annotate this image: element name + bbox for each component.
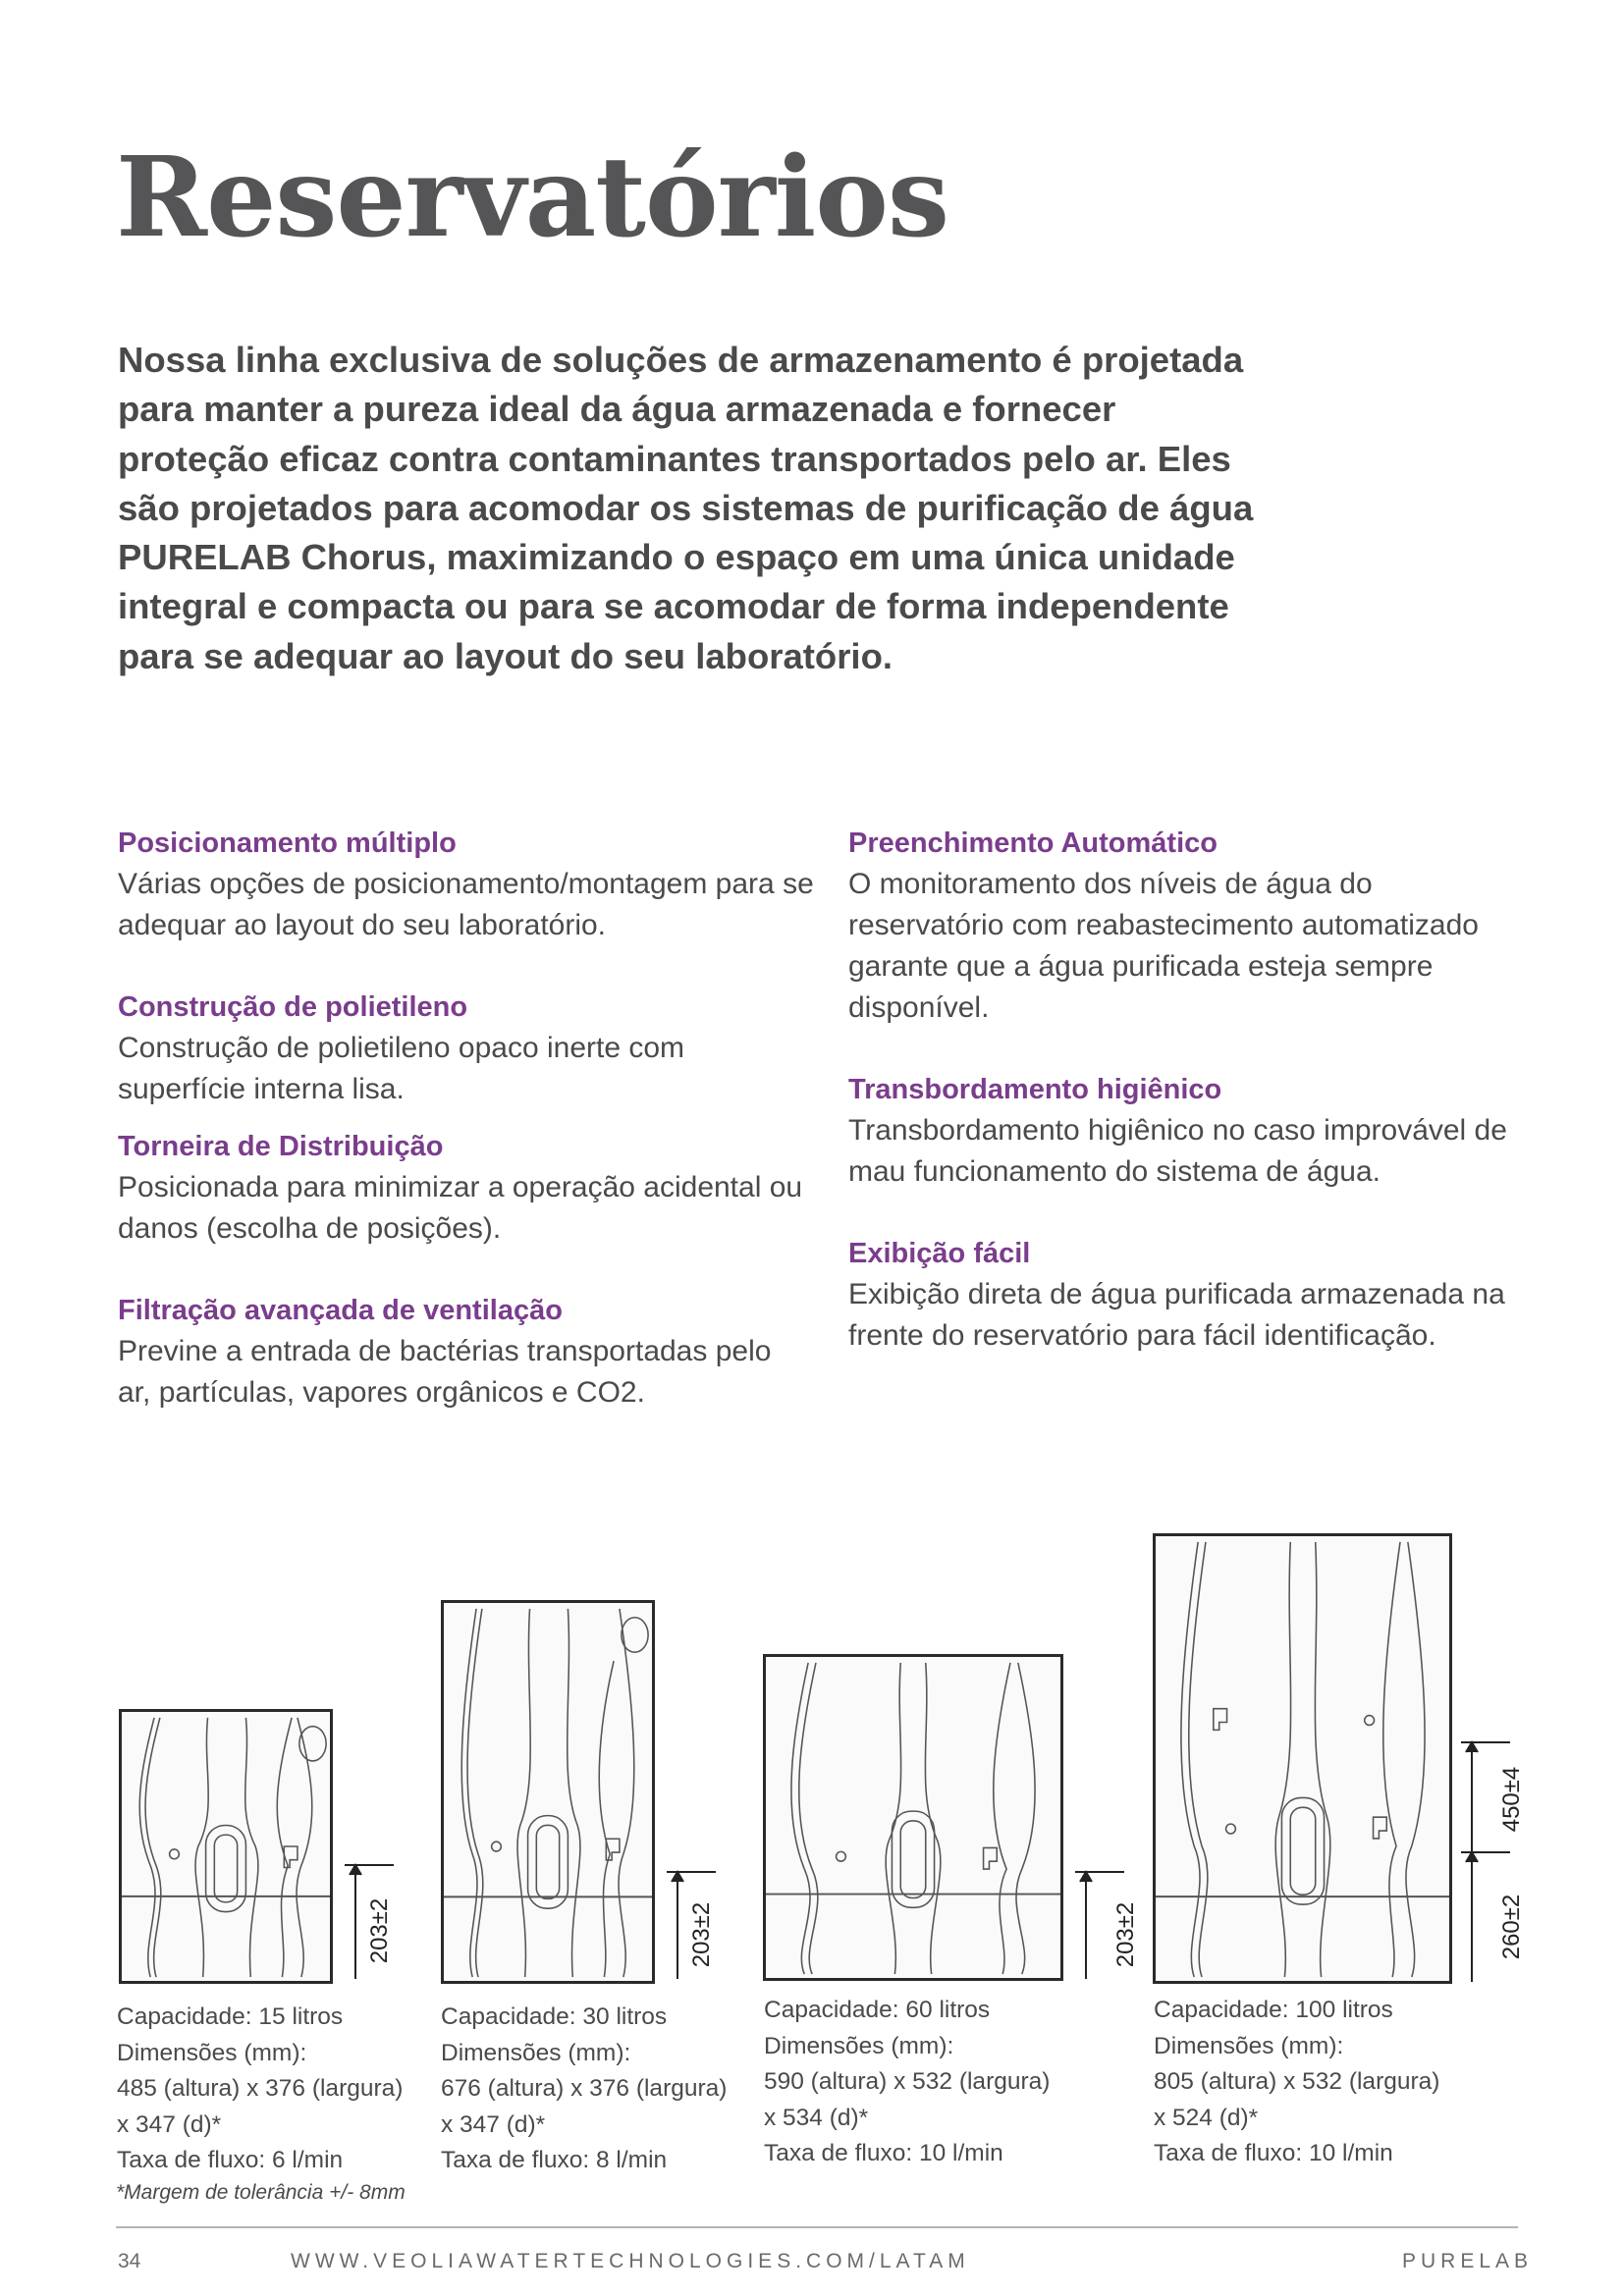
tank-100l-illustration	[1153, 1533, 1452, 1984]
dimension-marker-100l	[1456, 1740, 1525, 1984]
dimension-label: 203±2	[1112, 1901, 1139, 1968]
dimensions-label: Dimensões (mm):	[764, 2032, 954, 2059]
dimension-marker-30l	[662, 1870, 731, 1981]
tank-60l-illustration	[763, 1654, 1063, 1981]
tank-30l-illustration	[441, 1600, 655, 1984]
feature-text: Construção de polietileno opaco inerte com superfície interna lisa.	[118, 1032, 685, 1105]
dimension-marker-15l	[340, 1863, 408, 1981]
dimensions-line: 590 (altura) x 532 (largura)	[764, 2068, 1051, 2095]
dimensions-line: x 524 (d)*	[1154, 2104, 1259, 2131]
capacity: Capacidade: 100 litros	[1154, 1997, 1393, 2023]
dimensions-line: x 347 (d)*	[117, 2110, 222, 2138]
flow-rate: Taxa de fluxo: 10 l/min	[764, 2140, 1003, 2166]
page-number: 34	[118, 2250, 141, 2272]
footer-divider	[116, 2226, 1518, 2228]
dimensions-line: 485 (altura) x 376 (largura)	[117, 2075, 404, 2102]
flow-rate: Taxa de fluxo: 10 l/min	[1154, 2140, 1393, 2166]
page-title: Reservatórios	[116, 133, 949, 262]
feature-text: Transbordamento higiênico no caso improvável de mau funcionamento do sistema de água.	[848, 1114, 1507, 1188]
intro-paragraph: Nossa linha exclusiva de soluções de armazenamento é projetada para manter a pureza ideal da água armazenada e fornecer proteção eficaz contra contaminantes transportados pelo ar. Eles são projetados para acomodar os sistemas de purificação de água PURELAB Chorus, maximizando o espaço em uma única unidade integral e compacta ou para se acomodar de forma independente para se adequar ao layout do seu laboratório.	[118, 340, 1254, 676]
feature-title: Torneira de Distribuição	[118, 1131, 444, 1162]
feature-text: O monitoramento dos níveis de água do reservatório com reabastecimento automatizado garante que a água purificada esteja sempre disponível.	[848, 868, 1479, 1024]
capacity: Capacidade: 60 litros	[764, 1997, 991, 2023]
footer-brand: PURELAB	[1402, 2250, 1534, 2272]
capacity: Capacidade: 15 litros	[117, 2003, 344, 2030]
flow-rate: Taxa de fluxo: 6 l/min	[117, 2147, 344, 2173]
feature-text: Previne a entrada de bactérias transportadas pelo ar, partículas, vapores orgânicos e CO2.	[118, 1335, 772, 1409]
feature-multiple-positioning	[118, 823, 825, 946]
dimensions-label: Dimensões (mm):	[1154, 2032, 1344, 2059]
tank-100l-specs	[1154, 1993, 1439, 2172]
tank-15l-specs	[117, 2000, 403, 2179]
dimension-label: 203±2	[366, 1897, 393, 1964]
feature-dispense-tap	[118, 1126, 805, 1250]
feature-title: Construção de polietileno	[118, 991, 468, 1023]
dimensions-label: Dimensões (mm):	[117, 2039, 307, 2066]
tank-60l-specs	[764, 1993, 1050, 2172]
tank-15l-illustration	[119, 1709, 333, 1984]
dimensions-line: x 534 (d)*	[764, 2104, 869, 2131]
feature-text: Exibição direta de água purificada armazenada na frente do reservatório para fácil identificação.	[848, 1278, 1505, 1352]
feature-text: Posicionada para minimizar a operação acidental ou danos (escolha de posições).	[118, 1171, 803, 1245]
feature-text: Várias opções de posicionamento/montagem para se adequar ao layout do seu laboratório.	[118, 868, 814, 941]
feature-easy-view	[848, 1233, 1516, 1357]
dimension-label-bottom: 260±2	[1498, 1894, 1525, 1960]
dimensions-line: 805 (altura) x 532 (largura)	[1154, 2068, 1440, 2095]
dimension-marker-60l	[1070, 1870, 1139, 1981]
dimensions-line: 676 (altura) x 376 (largura)	[441, 2075, 728, 2102]
feature-title: Preenchimento Automático	[848, 828, 1218, 859]
tolerance-note: *Margem de tolerância +/- 8mm	[116, 2181, 406, 2204]
footer-url[interactable]: WWW.VEOLIAWATERTECHNOLOGIES.COM/LATAM	[291, 2250, 970, 2272]
capacity: Capacidade: 30 litros	[441, 2003, 668, 2030]
feature-title: Exibição fácil	[848, 1238, 1031, 1269]
feature-polyethylene	[118, 987, 815, 1110]
feature-vent-filtration	[118, 1290, 805, 1414]
dimension-label-top: 450±4	[1498, 1766, 1525, 1833]
feature-hygienic-overflow	[848, 1069, 1516, 1193]
feature-auto-fill	[848, 823, 1516, 1029]
dimensions-label: Dimensões (mm):	[441, 2039, 631, 2066]
flow-rate: Taxa de fluxo: 8 l/min	[441, 2147, 668, 2173]
feature-title: Filtração avançada de ventilação	[118, 1295, 563, 1326]
feature-title: Posicionamento múltiplo	[118, 828, 457, 859]
feature-title: Transbordamento higiênico	[848, 1074, 1222, 1105]
dimension-label: 203±2	[688, 1901, 715, 1968]
dimensions-line: x 347 (d)*	[441, 2110, 546, 2138]
tank-30l-specs	[441, 2000, 727, 2179]
